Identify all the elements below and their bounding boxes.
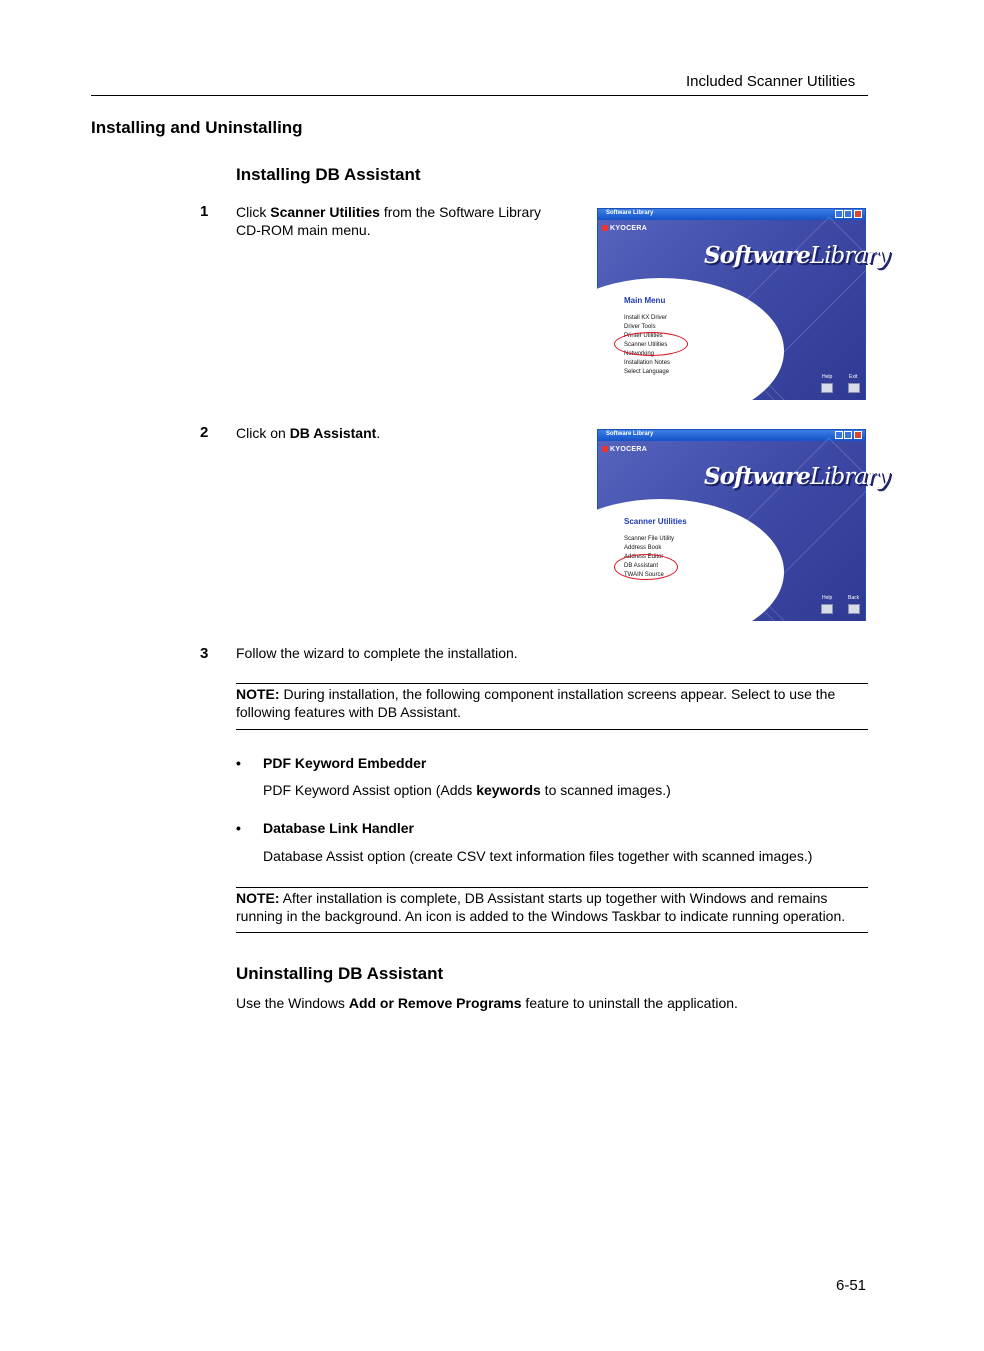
step-number: 2	[200, 424, 209, 441]
window-titlebar	[598, 430, 865, 441]
menu-item: Install KX Driver	[624, 315, 668, 321]
kyocera-logo: KYOCERA	[602, 225, 647, 232]
close-icon	[854, 210, 862, 218]
close-icon	[854, 431, 862, 439]
menu-item: Scanner File Utility	[624, 536, 675, 542]
help-icon	[821, 604, 833, 614]
maximize-icon	[844, 210, 852, 218]
note-rule-top	[236, 683, 868, 684]
feature-name: Database Link Handler	[263, 820, 414, 836]
window-titlebar	[598, 209, 865, 220]
menu-item: DB Assistant	[624, 563, 659, 569]
feature-description: Database Assist option (create CSV text information files together with scanned images.)	[263, 848, 813, 864]
menu-item: Networking	[624, 351, 655, 357]
step-number: 3	[200, 645, 209, 662]
menu-item: TWAIN Source	[624, 572, 664, 578]
feature-description: PDF Keyword Assist option (Adds keywords to scanned images.)	[263, 782, 671, 798]
window-title: Software Library	[606, 210, 654, 216]
menu-item: Installation Notes	[624, 360, 671, 366]
minimize-icon	[835, 210, 843, 218]
window-body	[598, 220, 889, 400]
back-label: Back	[848, 595, 860, 601]
note-box: NOTE: During installation, the following component installation screens appear. Select to use the following features with DB Assistant.	[236, 686, 836, 720]
note-rule-bottom	[236, 932, 868, 933]
menu-item: Select Language	[624, 369, 670, 375]
exit-label: Exit	[849, 374, 858, 380]
section-heading: Installing and Uninstalling	[91, 118, 303, 137]
running-header: Included Scanner Utilities	[686, 73, 856, 90]
note-box: NOTE: After installation is complete, DB Assistant starts up together with Windows and remains running in the background. An icon is added to the Windows Taskbar to indicate running operation.	[236, 890, 846, 924]
kyocera-logo: KYOCERA	[602, 446, 647, 453]
highlight-ring	[614, 332, 688, 356]
software-library-logo: SoftwareLibrary	[704, 463, 889, 490]
menu-title: Scanner Utilities	[624, 517, 687, 526]
help-label: Help	[822, 374, 833, 380]
feature-name: PDF Keyword Embedder	[263, 755, 427, 771]
step-number: 1	[200, 203, 209, 220]
help-label: Help	[822, 595, 833, 601]
menu-item: Address Editor	[624, 554, 664, 560]
software-library-logo: SoftwareLibrary	[704, 242, 889, 269]
software-library-screenshot-scanner	[597, 429, 889, 621]
install-title: Installing DB Assistant	[236, 165, 421, 184]
header-rule	[91, 95, 868, 96]
software-library-screenshot-main	[597, 208, 889, 400]
window-title: Software Library	[606, 431, 654, 437]
note-rule-top	[236, 887, 868, 888]
help-icon	[821, 383, 833, 393]
minimize-icon	[835, 431, 843, 439]
step-text: Follow the wizard to complete the installation.	[236, 645, 518, 661]
maximize-icon	[844, 431, 852, 439]
menu-item: Printer Utilities	[624, 333, 663, 339]
menu-title: Main Menu	[624, 296, 666, 305]
uninstall-title: Uninstalling DB Assistant	[236, 964, 444, 983]
menu-item: Address Book	[624, 545, 662, 551]
menu-item: Driver Tools	[624, 324, 656, 330]
note-rule-bottom	[236, 729, 868, 730]
back-icon	[848, 604, 860, 614]
window-body	[598, 441, 889, 621]
step-text: Click Scanner Utilities from the Software Library CD-ROM main menu.	[236, 204, 541, 238]
bullet: •	[236, 755, 241, 771]
menu-item: Scanner Utilities	[624, 342, 668, 348]
exit-icon	[848, 383, 860, 393]
bullet: •	[236, 820, 241, 836]
step-text: Click on DB Assistant.	[236, 425, 381, 441]
page-number: 6-51	[836, 1277, 867, 1294]
uninstall-text: Use the Windows Add or Remove Programs feature to uninstall the application.	[236, 995, 738, 1011]
highlight-ring	[614, 554, 678, 580]
